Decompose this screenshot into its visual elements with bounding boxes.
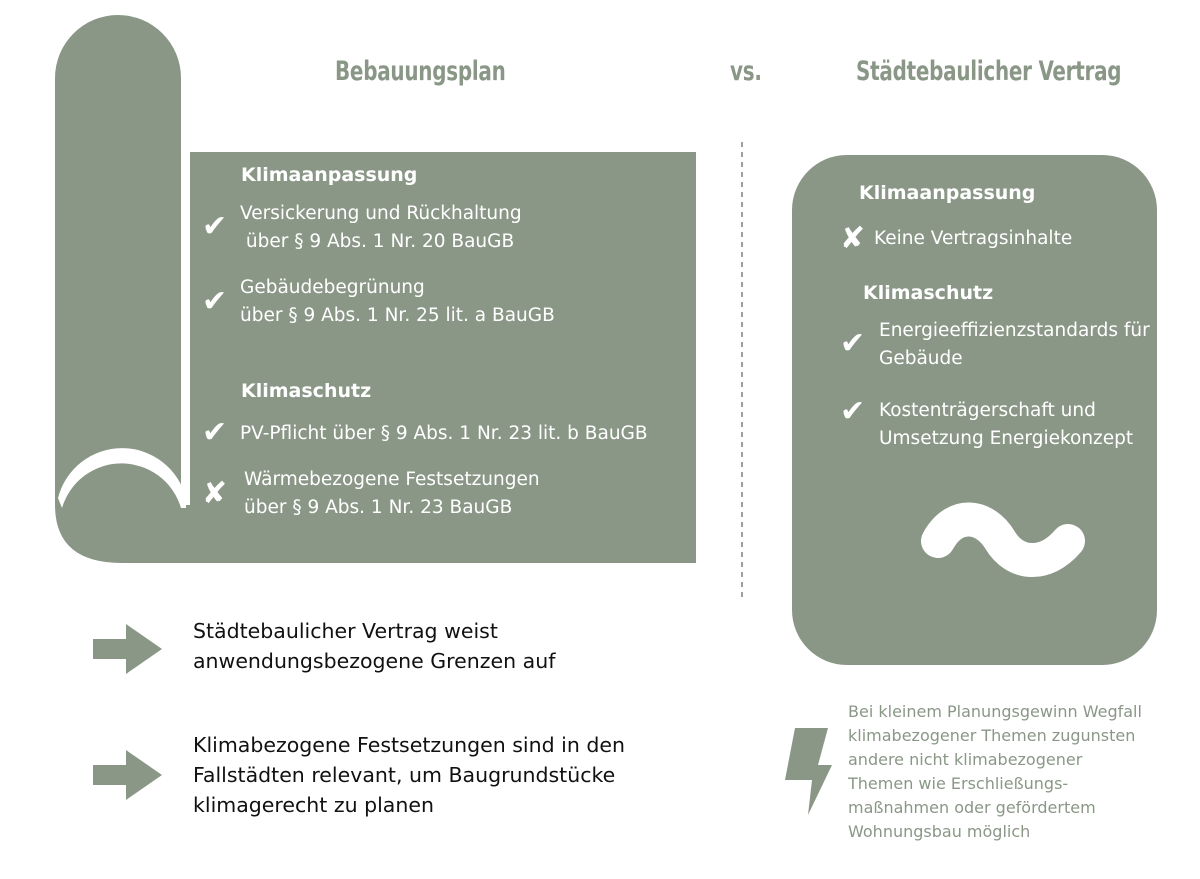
lightning-icon [785,728,832,815]
item-line: Gebäudebegrünung [240,277,425,298]
note-line: Themen wie Erschließungs- [848,774,1069,793]
note-line: Bei kleinem Planungsgewinn Wegfall [848,702,1142,721]
item-line: über § 9 Abs. 1 Nr. 23 BauGB [244,497,513,518]
item-line: Energieeffizienzstandards für [879,320,1150,341]
list-item [879,317,1150,373]
note-line: andere nicht klimabezogener [848,750,1083,769]
section-title-klimaanpassung: Klimaanpassung [241,164,418,186]
list-item [240,420,648,448]
conclusion-line: Fallstädten relevant, um Baugrundstücke [193,763,616,787]
arrow-right-icon [93,624,162,674]
heading-staedtebaulicher-vertrag: Städtebaulicher Vertrag [856,56,1122,87]
check-icon: ✔ [202,209,228,244]
section-title-klimaschutz: Klimaschutz [241,380,372,402]
conclusion-line: Städtebaulicher Vertrag weist [193,619,498,643]
arrow-right-icon [93,750,162,800]
cross-icon: ✘ [202,476,228,511]
check-icon: ✔ [202,415,228,450]
item-line: Wärmebezogene Festsetzungen [244,469,540,490]
check-icon: ✔ [840,394,866,429]
heading-bebauungsplan: Bebauungsplan [335,56,506,87]
conclusion-line: Klimabezogene Festsetzungen sind in den [193,733,625,757]
item-line: Umsetzung Energiekonzept [879,428,1134,449]
cross-icon: ✘ [840,221,866,256]
item-line: Gebäude [879,348,963,369]
list-item [240,274,555,330]
note-line: Wohnungsbau möglich [848,822,1031,841]
item-line: über § 9 Abs. 1 Nr. 25 lit. a BauGB [240,305,555,326]
list-item [240,200,522,256]
note-line: klimabezogener Themen zugunsten [848,726,1136,745]
list-item [244,466,540,522]
section-title-klimaanpassung: Klimaanpassung [859,182,1036,204]
conclusion-line: klimagerecht zu planen [193,793,434,817]
list-item [879,397,1133,453]
planning-gain-note [848,700,1142,844]
section-title-klimaschutz: Klimaschutz [863,282,994,304]
heading-versus: vs. [730,56,762,87]
item-line: Versickerung und Rückhaltung [240,203,522,224]
item-line: Kostenträgerschaft und [879,400,1096,421]
check-icon: ✔ [202,284,228,319]
list-item [874,225,1072,253]
item-line: über § 9 Abs. 1 Nr. 20 BauGB [240,231,515,252]
conclusion-text [193,730,625,820]
item-line: Keine Vertragsinhalte [874,228,1073,249]
conclusion-line: anwendungsbezogene Grenzen auf [193,649,556,673]
scroll-roll [55,15,181,505]
item-line: PV-Pflicht über § 9 Abs. 1 Nr. 23 lit. b BauGB [240,423,648,444]
note-line: maßnahmen oder gefördertem [848,798,1096,817]
check-icon: ✔ [840,326,866,361]
conclusion-text [193,616,555,676]
